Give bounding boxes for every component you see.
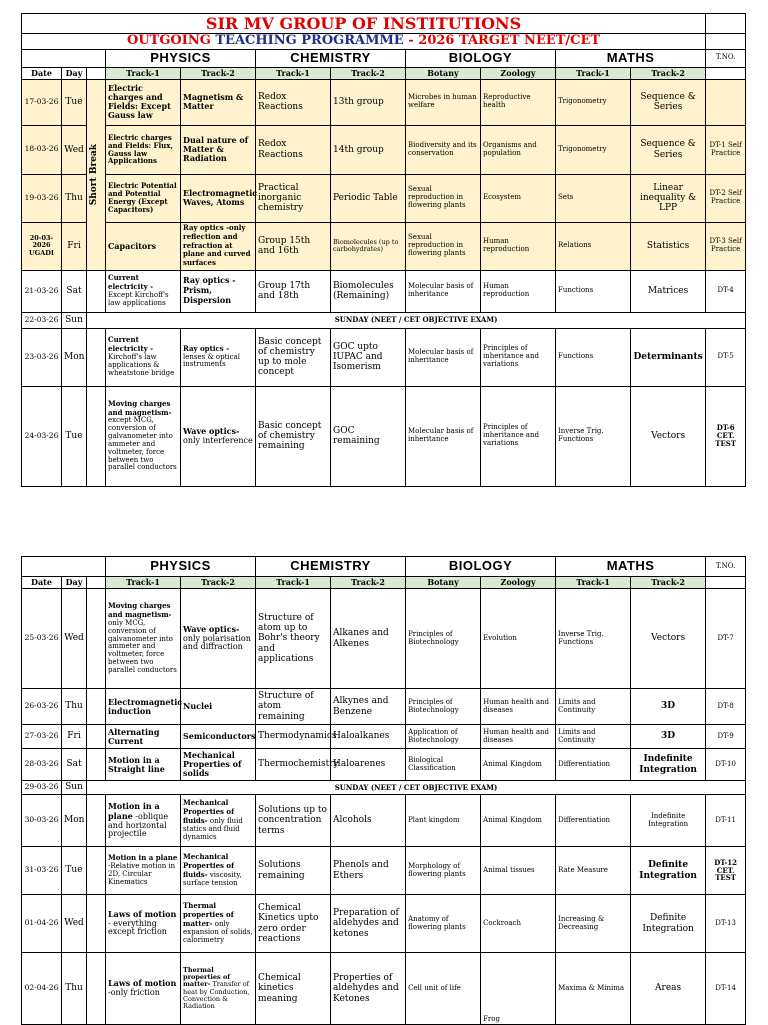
table-row: 25-03-26 Wed Moving charges and magnetism- only MCG, conversion of galvanometer into ammeter and voltmeter, force between two parallel conductors Wave optics- only polarisation and diffraction Structure of atom up to Bohr's theory and applications Alkanes and Alkenes Principles of Biotechnology Evolution Inverse Trig. Functions Vectors DT-7: [22, 589, 746, 689]
table-row: 28-03-26 Sat Motion in a Straight line Mechanical Properties of solids Thermochemistry Haloarenes Biological Classification Animal Kingdom Differentiation Indefinite Integration DT-10: [22, 749, 746, 781]
table-row: 31-03-26 Tue Motion in a plane -Relative motion in 2D, Circular Kinematics Mechanical Properties of fluids- viscosity, surface tension Solutions remaining Phenols and Ethers Morphology of flowering plants Animal tissues Rate Measure Definite Integration DT-12 CET. TEST: [22, 847, 746, 895]
table-row: 19-03-26 Thu Electric Potential and Potential Energy (Except Capacitors) Electromagnetic Waves, Atoms Practical inorganic chemistry Periodic Table Sexual reproduction in flowering plants Ecosystem Sets Linear inequality & LPP DT-2 Self Practice: [22, 174, 746, 222]
schedule-table-1: SIR MV GROUP OF INSTITUTIONS OUTGOING TEACHING PROGRAMME - 2026 TARGET NEET/CET PHYSICS CHEMISTRY BIOLOGY MATHS T.NO. Date Day Track-1 Track-2 Track-1 Track-2 Botany Zoology Track-1 Track-2 17-03-26 Tue Short Break Electric charges and Fields: Except Gauss law Magnetism & Matter Redox Reactions 13th group Microbes in human welfare Reproductive health Trigonometry Sequence & Series 18-03-26 Wed Electric charges and Fields: Flux, Gauss law Applications Dual nature of Matter & Radiation Redox Reactions 14th group Biodiversity and its conservation Organisms and population Trigonometry Sequence & Series DT-1 Self Practice 19-03-26 Thu Electric Potential and Potential Energy (Except Capacitors) Electromagnetic Waves, Atoms Practical inorganic chemistry Periodic Table Sexual reproduction in flowering plants Ecosystem Sets Linear inequality & LPP DT-2 Self Practice 20-03-2026 UGADI Fri Capacitors Ray optics -only reflection and refraction at plane and curved surfaces Group 15th and 16th Biomolecules (up to carbohydrates) Sexual reproduction in flowering plants Human reproduction Relations Statistics DT-3 Self Practice 21-03-26 Sat Current electricity - Except Kirchoff's law applications Ray optics - Prism, Dispersion Group 17th and 18th Biomolecules (Remaining) Molecular basis of inheritance Human reproduction Functions Matrices DT-4 22-03-26 Sun SUNDAY (NEET / CET OBJECTIVE EXAM) 23-03-26 Mon Current electricity - Kirchoff's law applications & wheatstone bridge Ray optics - lenses & optical instruments Basic concept of chemistry up to mole concept GOC upto IUPAC and Isomerism Molecular basis of inheritance Principles of inheritance and variations Functions Determinants DT-5 24-03-26 Tue Moving charges and magnetism- except MCG, conversion of galvanometer into ammeter and voltmeter, force between two parallel conductors Wave optics- only interference Basic concept of chemistry remaining GOC remaining Molecular basis of inheritance Principles of inheritance and variations Inverse Trig. Functions Vectors DT-6 CET. TEST: [21, 13, 746, 487]
table-row: 20-03-2026 UGADI Fri Capacitors Ray optics -only reflection and refraction at plane and curved surfaces Group 15th and 16th Biomolecules (up to carbohydrates) Sexual reproduction in flowering plants Human reproduction Relations Statistics DT-3 Self Practice: [22, 222, 746, 270]
table-row: 29-03-26 Sun SUNDAY (NEET / CET OBJECTIVE EXAM): [22, 781, 746, 795]
table-row: 27-03-26 Fri Alternating Current Semiconductors Thermodynamics Haloalkanes Application of Biotechnology Human health and diseases Limits and Continuity 3D DT-9: [22, 725, 746, 749]
table-row: 02-04-26 Thu Laws of motion -only friction Thermal properties of matter- Transfer of heat by Conduction, Convection & Radiation Chemical kinetics meaning Properties of aldehydes and Ketones Cell unit of life Frog Maxima & Minima Areas DT-14: [22, 953, 746, 1025]
table-row: 01-04-26 Wed Laws of motion - everything except friction Thermal properties of matter- only expansion of solids, calorimetry Chemical Kinetics upto zero order reactions Preparation of aldehydes and ketones Anatomy of flowering plants Cockroach Increasing & Decreasing Definite Integration DT-13: [22, 895, 746, 953]
maths-header: MATHS: [556, 49, 706, 67]
table-row: 26-03-26 Thu Electromagnetic induction Nuclei Structure of atom remaining Alkynes and Benzene Principles of Biotechnology Human health and diseases Limits and Continuity 3D DT-8: [22, 689, 746, 725]
table-row: 23-03-26 Mon Current electricity - Kirchoff's law applications & wheatstone bridge Ray optics - lenses & optical instruments Basic concept of chemistry up to mole concept GOC upto IUPAC and Isomerism Molecular basis of inheritance Principles of inheritance and variations Functions Determinants DT-5: [22, 328, 746, 386]
physics-header: PHYSICS: [106, 49, 256, 67]
table-row: 21-03-26 Sat Current electricity - Except Kirchoff's law applications Ray optics - Prism, Dispersion Group 17th and 18th Biomolecules (Remaining) Molecular basis of inheritance Human reproduction Functions Matrices DT-4: [22, 270, 746, 312]
table-row: 30-03-26 Mon Motion in a plane -oblique and horizontal projectile Mechanical Properties of fluids- only fluid statics and fluid dynamics Solutions up to concentration terms Alcohols Plant kingdom Animal Kingdom Differentiation Indefinite Integration DT-11: [22, 795, 746, 847]
schedule-table-2: PHYSICS CHEMISTRY BIOLOGY MATHS T.NO. Date Day Track-1 Track-2 Track-1 Track-2 Botany Zoology Track-1 Track-2 25-03-26 Wed Moving charges and magnetism- only MCG, conversion of galvanometer into ammeter and voltmeter, force between two parallel conductors Wave optics- only polarisation and diffraction Structure of atom up to Bohr's theory and applications Alkanes and Alkenes Principles of Biotechnology Evolution Inverse Trig. Functions Vectors DT-7 26-03-26 Thu Electromagnetic induction Nuclei Structure of atom remaining Alkynes and Benzene Principles of Biotechnology Human health and diseases Limits and Continuity 3D DT-8 27-03-26 Fri Alternating Current Semiconductors Thermodynamics Haloalkanes Application of Biotechnology Human health and diseases Limits and Continuity 3D DT-9 28-03-26 Sat Motion in a Straight line Mechanical Properties of solids Thermochemistry Haloarenes Biological Classification Animal Kingdom Differentiation Indefinite Integration DT-10 29-03-26 Sun SUNDAY (NEET / CET OBJECTIVE EXAM) 30-03-26 Mon Motion in a plane -oblique and horizontal projectile Mechanical Properties of fluids- only fluid statics and fluid dynamics Solutions up to concentration terms Alcohols Plant kingdom Animal Kingdom Differentiation Indefinite Integration DT-11 31-03-26 Tue Motion in a plane -Relative motion in 2D, Circular Kinematics Mechanical Properties of fluids- viscosity, surface tension Solutions remaining Phenols and Ethers Morphology of flowering plants Animal tissues Rate Measure Definite Integration DT-12 CET. TEST 01-04-26 Wed Laws of motion - everything except friction Thermal properties of matter- only expansion of solids, calorimetry Chemical Kinetics upto zero order reactions Preparation of aldehydes and ketones Anatomy of flowering plants Cockroach Increasing & Decreasing Definite Integration DT-13 02-04-26 Thu Laws of motion -only friction Thermal properties of matter- Transfer of heat by Conduction, Convection & Radiation Chemical kinetics meaning Properties of aldehydes and Ketones Cell unit of life Frog Maxima & Minima Areas DT-14: [21, 556, 746, 1025]
table-row: 24-03-26 Tue Moving charges and magnetism- except MCG, conversion of galvanometer into ammeter and voltmeter, force between two parallel conductors Wave optics- only interference Basic concept of chemistry remaining GOC remaining Molecular basis of inheritance Principles of inheritance and variations Inverse Trig. Functions Vectors DT-6 CET. TEST: [22, 386, 746, 486]
programme-subtitle: OUTGOING TEACHING PROGRAMME - 2026 TARGET NEET/CET: [22, 34, 706, 50]
date-header: Date: [22, 67, 62, 79]
chemistry-header: CHEMISTRY: [256, 49, 406, 67]
tno-header: T.NO.: [706, 49, 746, 67]
day-header: Day: [62, 67, 87, 79]
table-row: 18-03-26 Wed Electric charges and Fields: Flux, Gauss law Applications Dual nature of Matter & Radiation Redox Reactions 14th group Biodiversity and its conservation Organisms and population Trigonometry Sequence & Series DT-1 Self Practice: [22, 125, 746, 174]
table-row: 22-03-26 Sun SUNDAY (NEET / CET OBJECTIVE EXAM): [22, 312, 746, 328]
biology-header: BIOLOGY: [406, 49, 556, 67]
short-break-cell: Short Break: [87, 79, 106, 270]
table-row: 17-03-26 Tue Short Break Electric charges and Fields: Except Gauss law Magnetism & Matter Redox Reactions 13th group Microbes in human welfare Reproductive health Trigonometry Sequence & Series: [22, 79, 746, 125]
institution-title: SIR MV GROUP OF INSTITUTIONS: [22, 14, 706, 34]
